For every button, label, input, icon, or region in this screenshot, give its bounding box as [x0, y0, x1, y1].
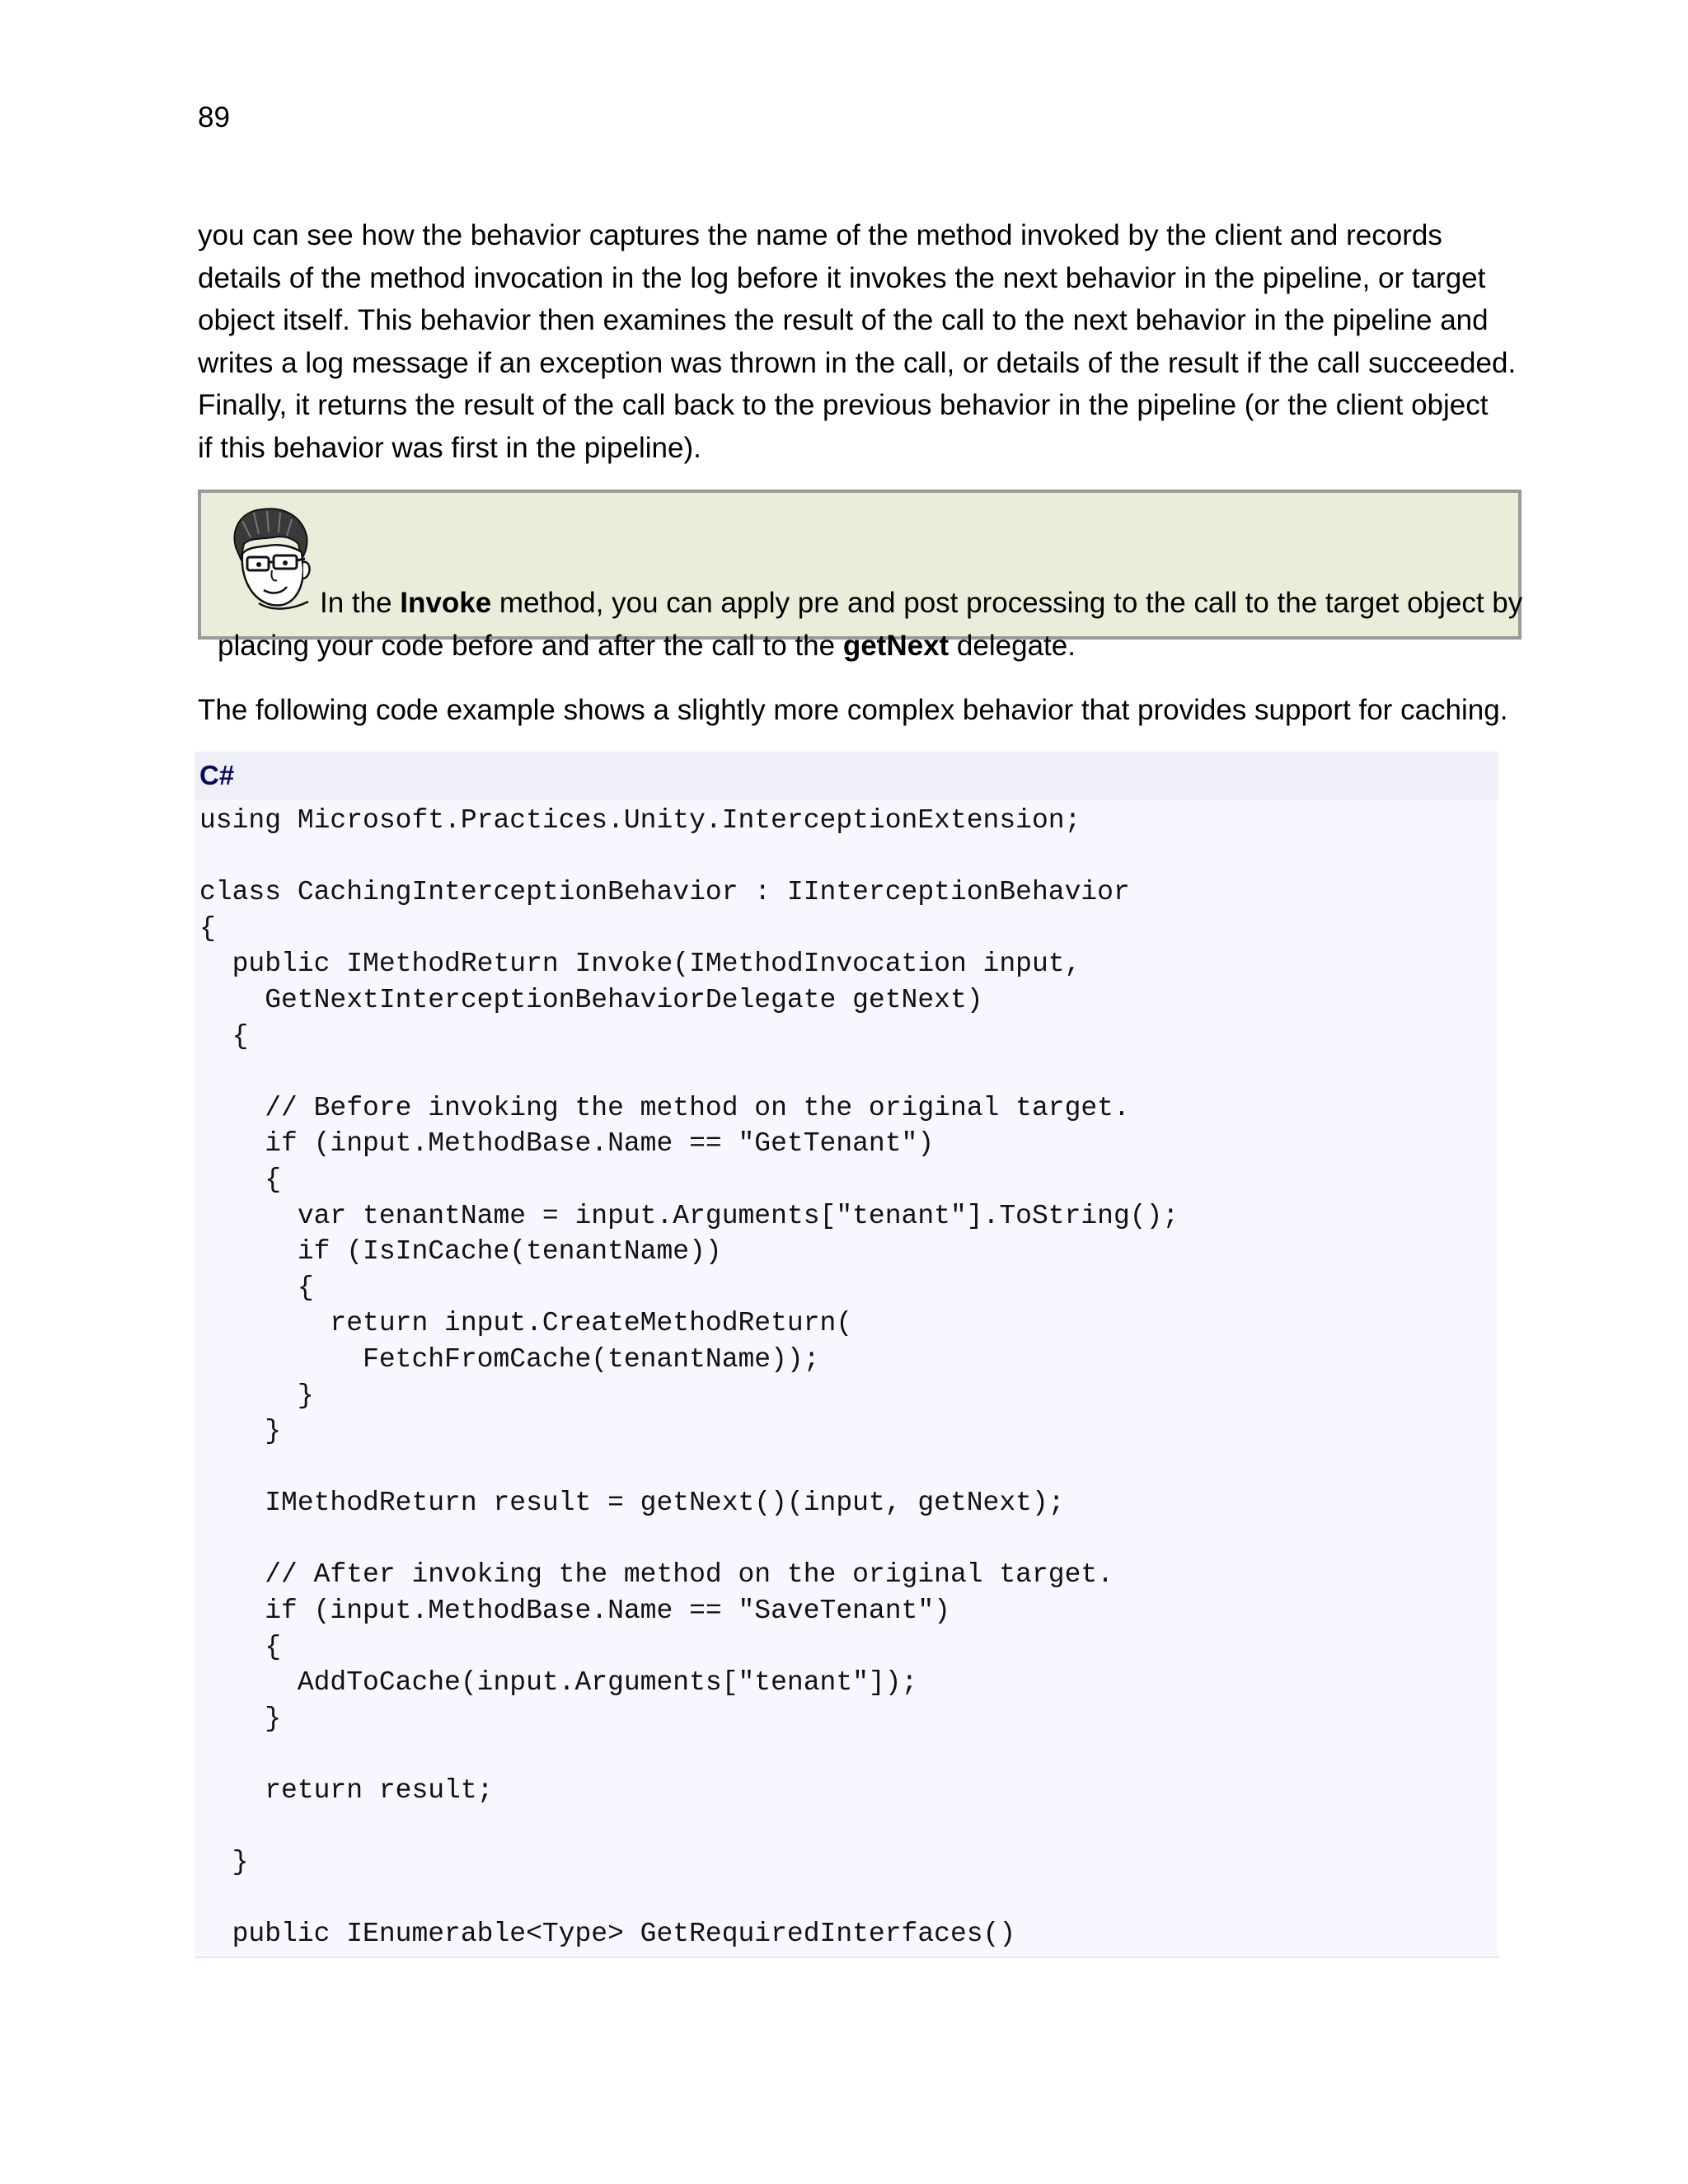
- invoke-bold: Invoke: [400, 587, 492, 619]
- code-line: }: [199, 1703, 282, 1734]
- code-line: FetchFromCache(tenantName));: [199, 1343, 820, 1375]
- code-block: [195, 752, 1498, 1958]
- page-number: 89: [198, 101, 230, 134]
- code-line: // After invoking the method on the original target.: [199, 1559, 1114, 1591]
- code-line: [199, 1521, 1179, 1558]
- note-text-span: delegate.: [949, 629, 1076, 662]
- code-line: public IMethodReturn Invoke(IMethodInvocation input,: [199, 949, 1081, 980]
- code-line: AddToCache(input.Arguments["tenant"]);: [199, 1667, 918, 1699]
- code-line: {: [199, 1631, 282, 1662]
- paragraph-line: you can see how the behavior captures the name of the method invoked by the client and records: [198, 219, 1442, 251]
- paragraph-line: object itself. This behavior then examines the result of the call to the next behavior in the pipeline and: [198, 304, 1489, 336]
- code-line: if (input.MethodBase.Name == "SaveTenant"): [199, 1596, 950, 1627]
- code-lines: [199, 803, 1179, 1952]
- code-line: GetNextInterceptionBehaviorDelegate getNext): [199, 984, 983, 1015]
- code-language-label: C#: [195, 752, 1498, 799]
- tip-note-text: [218, 582, 1523, 667]
- code-line: }: [199, 1380, 314, 1411]
- note-line-1: [218, 582, 1523, 625]
- code-line: }: [199, 1847, 249, 1878]
- note-line-2: [218, 625, 1503, 668]
- code-line: if (IsInCache(tenantName)): [199, 1236, 722, 1268]
- code-line: [199, 1809, 1179, 1845]
- code-line: var tenantName = input.Arguments["tenant"].ToString();: [199, 1200, 1179, 1231]
- code-line: using Microsoft.Practices.Unity.InterceptionExtension;: [199, 805, 1081, 836]
- lead-paragraph: The following code example shows a slightly more complex behavior that provides support for caching.: [198, 694, 1508, 726]
- paragraph-line: details of the method invocation in the log before it invokes the next behavior in the pipeline, or target: [198, 261, 1486, 294]
- code-line: {: [199, 1020, 249, 1052]
- code-line: [199, 1736, 1179, 1773]
- code-line: public IEnumerable<Type> GetRequiredInterfaces(): [199, 1919, 1016, 1950]
- code-line: return result;: [199, 1775, 494, 1807]
- code-line: [199, 1054, 1179, 1090]
- code-line: if (input.MethodBase.Name == "GetTenant"): [199, 1128, 935, 1160]
- getnext-bold: getNext: [842, 629, 950, 662]
- code-line: class CachingInterceptionBehavior : IInterceptionBehavior: [199, 877, 1130, 908]
- note-text-span: method, you can apply pre and post processing to the call to the target object by: [491, 587, 1523, 619]
- paragraph-line: Finally, it returns the result of the call back to the previous behavior in the pipeline (or the client object: [198, 389, 1489, 421]
- code-line: {: [199, 912, 216, 944]
- code-line: [199, 839, 1179, 875]
- paragraph-line: if this behavior was first in the pipeline).: [198, 431, 701, 464]
- note-text-span: In the: [320, 587, 401, 619]
- note-text-span: placing your code before and after the call to the: [218, 629, 843, 662]
- code-line: return input.CreateMethodReturn(: [199, 1308, 853, 1339]
- code-line: [199, 1450, 1179, 1486]
- code-line: {: [199, 1272, 314, 1303]
- code-line: IMethodReturn result = getNext()(input, getNext);: [199, 1488, 1065, 1519]
- tip-note-box: [198, 490, 1523, 662]
- intro-paragraph: [198, 214, 1517, 469]
- code-line: }: [199, 1416, 282, 1447]
- code-line: {: [199, 1164, 282, 1195]
- code-line: [199, 1881, 1179, 1917]
- paragraph-line: writes a log message if an exception was thrown in the call, or details of the result if the call succeeded.: [198, 346, 1517, 379]
- code-line: // Before invoking the method on the original target.: [199, 1092, 1130, 1123]
